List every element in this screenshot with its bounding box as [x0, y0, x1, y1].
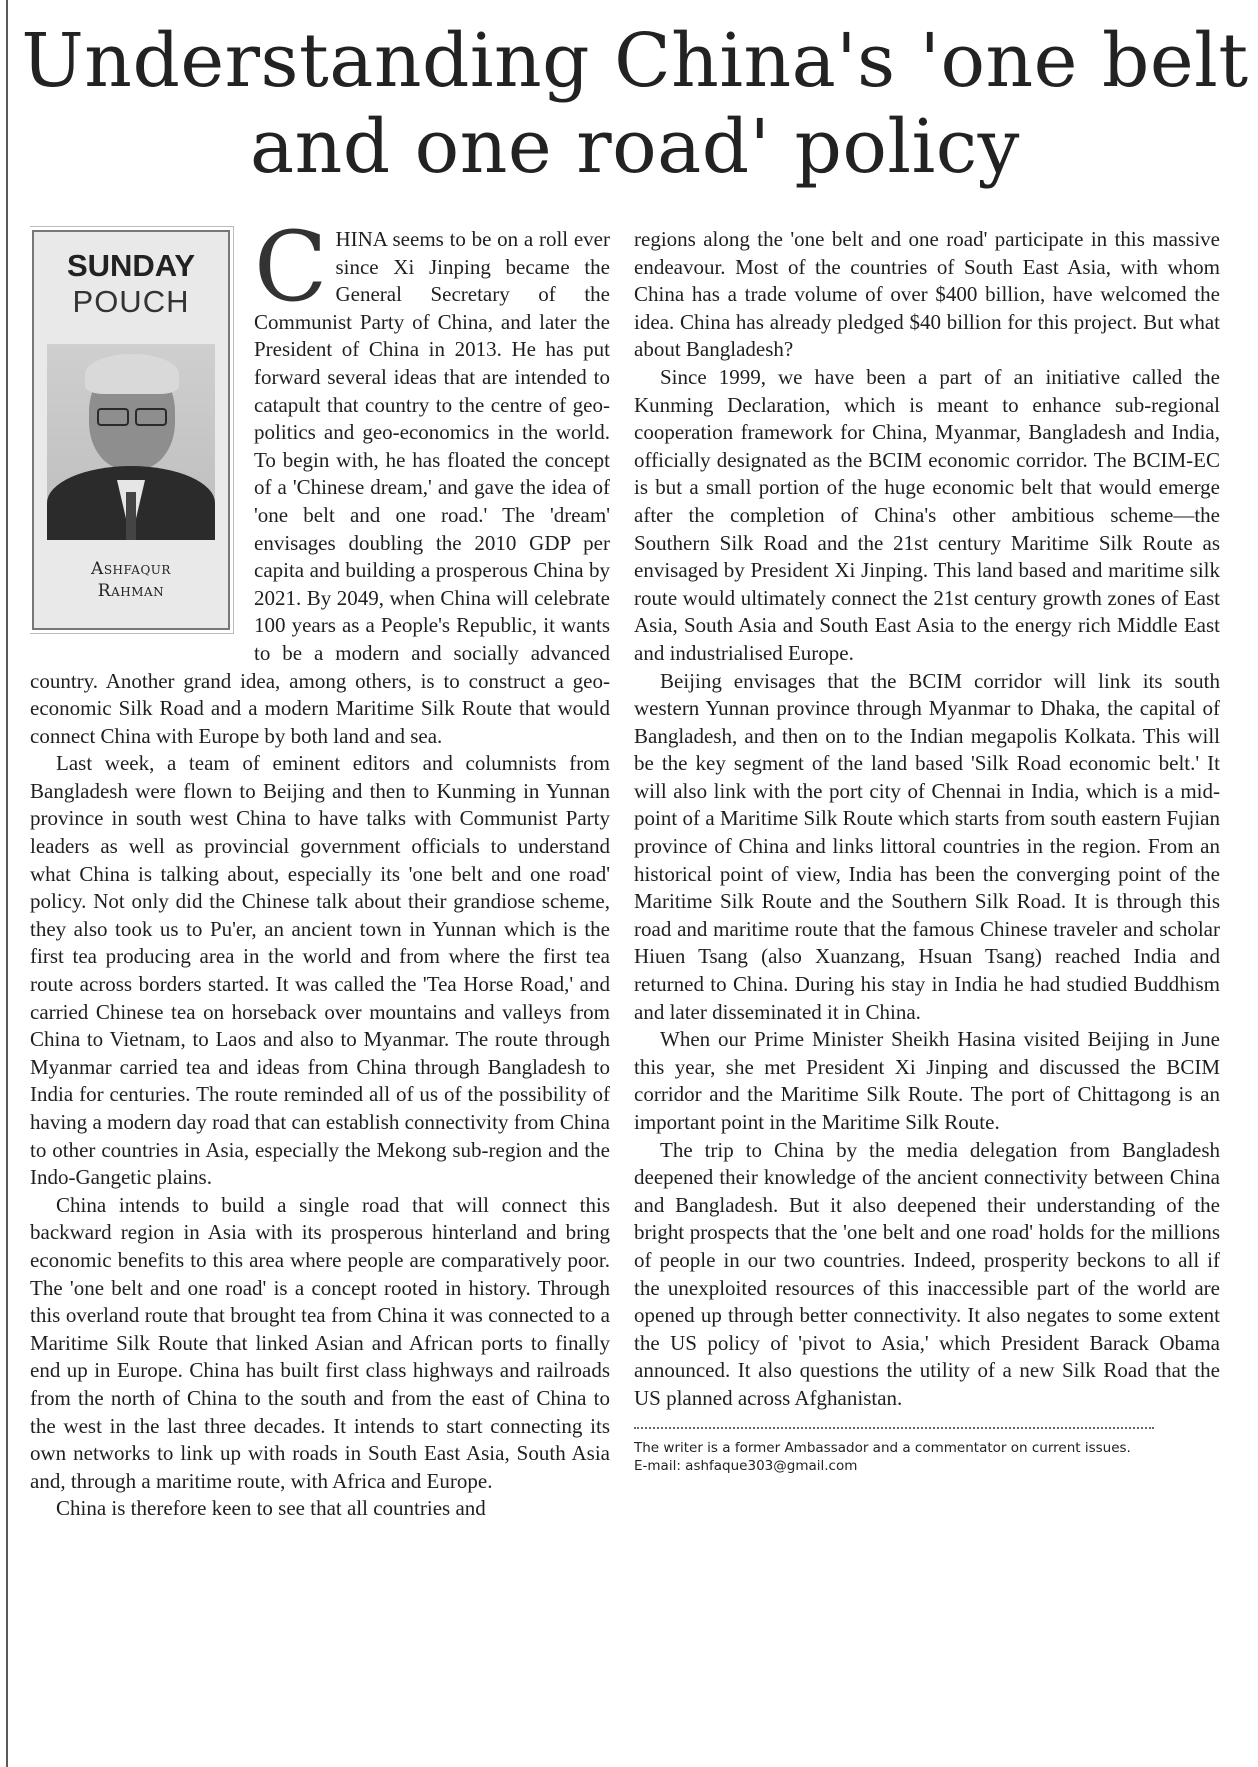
column-label-sunday: SUNDAY: [66, 248, 196, 283]
paragraph-3: China intends to build a single road that will connect this backward region in Asia with its prosperous hinterland and bring economic benefits to this area where people are comparatively poor. The 'one belt and one road' is a concept rooted in history. Through this overland route that brought tea from China it was connected to a Maritime Silk Route that linked Asian and African ports to finally end up in Europe. China has built first class highways and railroads from the north of China to the south and from the east of China to the west in the last three decades. It intends to start connecting its own networks to link up with roads in South East Asia, South Asia and, through a maritime route, with Africa and Europe.: [30, 1192, 610, 1493]
column-box: [32, 230, 230, 630]
paragraph-5: Since 1999, we have been a part of an initiative called the Kunming Declaration, which is meant to enhance sub-regional cooperation framework for China, Myanmar, Bangladesh and India, officially designated as the BCIM economic corridor. The BCIM-EC is but a small portion of the huge economic belt that would emerge after the completion of China's other ambitious scheme—the Southern Silk Road and the 21st century Maritime Silk Route as envisaged by President Xi Jinping. This land based and maritime silk route would ultimately connect the 21st century growth zones of East Asia, South Asia and South East Asia to the energy rich Middle East and industrialised Europe.: [634, 364, 1220, 665]
headline-line-2: and one road' policy: [250, 104, 1020, 190]
paragraph-6: Beijing envisages that the BCIM corridor will link its south western Yunnan province through Myanmar to Dhaka, the capital of Bangladesh, and then on to the Indian megapolis Kolkata. This will be the key segment of the land based 'Silk Road economic belt.' It will also link with the port city of Chennai in India, which is a mid-point of a Maritime Silk Route which starts from south eastern Fujian province of China and links littoral countries in the region. From an historical point of view, India has been the converging point of the Maritime Silk Route and the Southern Silk Road. It is through this road and maritime route that the famous Chinese traveler and scholar Hiuen Tsang (also Xuanzang, Hsuan Tsang) reached India and returned to China. During his stay in India he had studied Buddhism and later disseminated it in China.: [634, 668, 1220, 1024]
footer-divider: [634, 1427, 1154, 1429]
page-left-rule: [6, 0, 8, 1767]
headline-line-1: Understanding China's 'one belt: [21, 18, 1249, 104]
paragraph-1-text: HINA seems to be on a roll ever since Xi Jinping became the General Secretary of the Communist Party of China, and later the President of China in 2013. He has put forward several ideas that are intended to catapult that country to the centre of geo-politics and geo-economics in the world. To begin with, he has floated the concept of a 'Chinese dream,' and gave the idea of 'one belt and one road.' The 'dream' envisages doubling the 2010 GDP per capita and building a prosperous China by 2021. By 2049, when China will celebrate 100 years as a People's Republic, it wants to be a modern and socially advanced country. Another grand idea, among others, is to construct a geo-economic Silk Road and a modern Maritime Silk Route that would connect China with Europe by both land and sea.: [30, 227, 610, 748]
drop-cap: C: [254, 226, 328, 323]
column-left: [30, 226, 610, 1756]
author-last-name: Rahman: [97, 581, 165, 601]
paragraph-4-continued: regions along the 'one belt and one road' participate in this massive endeavour. Most of the countries of South East Asia, with whom China has a trade volume of over $400 billion, have welcomed the idea. China has already pledged $40 billion for this project. But what about Bangladesh?: [634, 227, 1220, 362]
author-byline: [34, 558, 228, 602]
headline: [20, 18, 1250, 190]
paragraph-2: Last week, a team of eminent editors and columnists from Bangladesh were flown to Beijing and then to Kunming in Yunnan province in south west China to have talks with Communist Party leaders as well as provincial government officials to understand what China is talking about, especially its 'one belt and one road' policy. Not only did the Chinese talk about their grandiose scheme, they also took us to Pu'er, an ancient town in Yunnan which is the first tea producing area in the world and from where the first tea route across borders started. It was called the 'Tea Horse Road,' and carried Chinese tea on horseback over mountains and valleys from China to Vietnam, to Laos and also to Myanmar. The route through Myanmar carried tea and ideas from China through Bangladesh to India for centuries. The route reminded all of us of the possibility of having a modern day road that can establish connectivity from China to other countries in Asia, especially the Mekong sub-region and the Indo-Gangetic plains.: [30, 751, 610, 1190]
author-email: E-mail: ashfaque303@gmail.com: [634, 1457, 858, 1474]
author-note: [634, 1439, 1220, 1475]
column-label-pouch: POUCH: [72, 284, 190, 319]
author-bio: The writer is a former Ambassador and a commentator on current issues.: [634, 1439, 1131, 1456]
author-first-name: Ashfaqur: [91, 559, 171, 579]
author-photo: [47, 344, 215, 540]
paragraph-8: The trip to China by the media delegation from Bangladesh deepened their knowledge of the ancient connectivity between China and Bangladesh. But it also deepened their understanding of the bright prospects that the 'one belt and one road' holds for the millions of people in our two countries. Indeed, prosperity beckons to all if the unexploited resources of this inaccessible part of the world are opened up through better connectivity. It also negates to some extent the US policy of 'pivot to Asia,' which President Barack Obama announced. It also questions the utility of a new Silk Road that the US planned across Afghanistan.: [634, 1137, 1220, 1410]
paragraph-4-start: China is therefore keen to see that all countries and: [56, 1496, 486, 1521]
paragraph-7: When our Prime Minister Sheikh Hasina visited Beijing in June this year, she met President Xi Jinping and discussed the BCIM corridor and the Maritime Silk Route. The port of Chittagong is an important point in the Maritime Silk Route.: [634, 1027, 1220, 1134]
column-right: [634, 226, 1220, 1756]
